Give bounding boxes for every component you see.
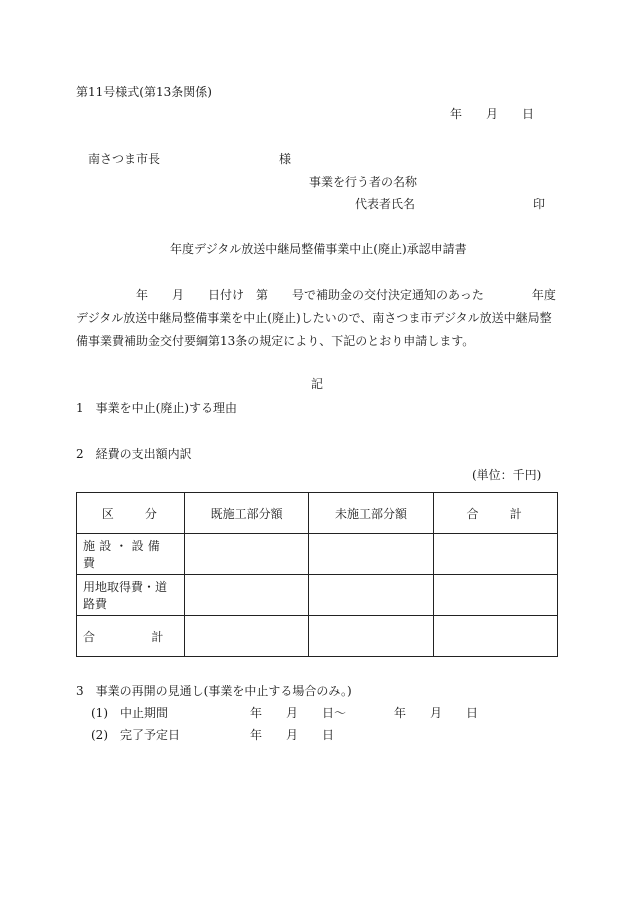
seal-mark: 印 [533,197,546,211]
addressee: 南さつま市長 [88,152,161,166]
table-cell [309,616,433,657]
table-row [77,575,558,616]
honorific: 様 [279,152,292,166]
table-cell [309,575,433,616]
business-name-label: 事業を行う者の名称 [309,175,418,189]
form-number: 第11号様式(第13条関係) [76,85,212,99]
header-completed-amount: 既施工部分額 [185,493,309,534]
ki-heading: 記 [311,377,324,391]
table-cell [433,575,557,616]
table-header-row [77,493,558,534]
unit-label: (単位：千円) [472,468,542,482]
representative-label: 代表者氏名 [355,197,416,211]
completion-date-value: 年 月 日 [250,728,335,742]
header-uncompleted-amount: 未施工部分額 [309,493,433,534]
row-label: 合 計 [77,616,185,657]
table-cell [433,534,557,575]
table-cell [309,534,433,575]
table-cell [185,616,309,657]
suspension-period-label: (1) 中止期間 [91,706,168,720]
section-2-heading: 2 経費の支出額内訳 [76,447,192,461]
body-line: デジタル放送中継局整備事業を中止(廃止)したいので、南さつま市デジタル放送中継局整 [76,311,552,325]
section-3-heading: 3 事業の再開の見通し(事業を中止する場合のみ。) [76,684,352,698]
body-line: 年 月 日付け 第 号で補助金の交付決定通知のあった 年度 [76,288,556,302]
body-paragraph [76,284,558,353]
document-title: 年度デジタル放送中継局整備事業中止(廃止)承認申請書 [170,242,467,256]
body-line: 備事業費補助金交付要綱第13条の規定により、下記のとおり申請します。 [76,334,475,348]
header-category: 区 分 [77,493,185,534]
table-cell [185,534,309,575]
table-cell [433,616,557,657]
table-row [77,534,558,575]
table-cell [185,575,309,616]
header-total: 合 計 [433,493,557,534]
section-1-heading: 1 事業を中止(廃止)する理由 [76,401,237,415]
row-label: 施設・設備費 [77,534,185,575]
completion-date-label: (2) 完了予定日 [91,728,180,742]
date-line: 年 月 日 [450,107,535,121]
row-label: 用地取得費・道路費 [77,575,185,616]
expense-table [76,492,558,657]
table-row [77,616,558,657]
suspension-period-value: 年 月 日～ 年 月 日 [250,706,479,720]
